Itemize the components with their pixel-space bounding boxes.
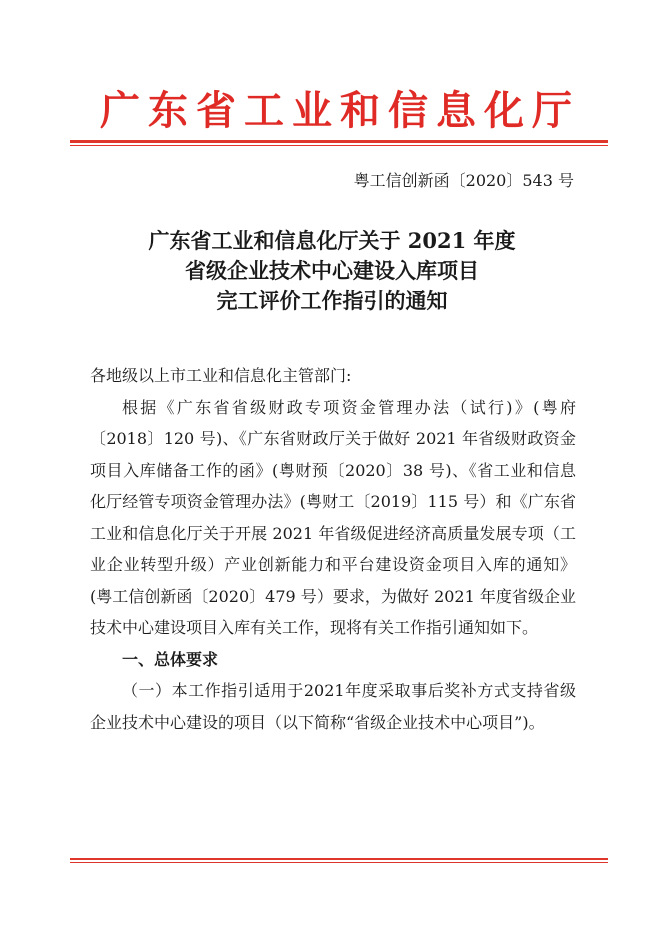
- section-paragraph: （一）本工作指引适用于2021年度采取事后奖补方式支持省级企业技术中心建设的项目（以下简称“省级企业技术中心项目”)。: [90, 681, 576, 732]
- section-heading: 一、总体要求: [122, 649, 219, 669]
- title-line: 省级企业技术中心建设入库项目: [185, 258, 479, 283]
- masthead-rule-thin: [70, 145, 608, 146]
- footer-rule-thick: [70, 858, 608, 860]
- document-title: [90, 226, 574, 316]
- masthead-title: 广东省工业和信息化厅: [100, 88, 580, 134]
- document-number: 粤工信创新函〔2020〕543 号: [353, 171, 574, 190]
- masthead-rule-thick: [70, 140, 608, 143]
- title-line: 广东省工业和信息化厅关于 2021 年度: [148, 228, 516, 253]
- body-paragraph: 根据《广东省省级财政专项资金管理办法（试行)》(粤府〔2018〕120 号)、《广东省财政厅关于做好 2021 年省级财政资金项目入库储备工作的函》(粤财预〔2020〕38 号)、《省工业和信息化厅经管专项资金管理办法》(粤财工〔2019〕115 号）和《广东省工业和信息化厅关于开展 2021 年省级促进经济高质量发展专项（工业企业转型升级）产业创新能力和平台建设资金项目入库的通知》(粤工信创新函〔2020〕479 号）要求，为做好 2021 年度省级企业技术中心建设项目入库有关工作，现将有关工作指引通知如下。: [90, 397, 576, 637]
- title-line: 完工评价工作指引的通知: [216, 288, 448, 313]
- footer-rule-thin: [70, 862, 608, 863]
- document-body: [90, 360, 576, 738]
- salutation: 各地级以上市工业和信息化主管部门:: [90, 366, 352, 385]
